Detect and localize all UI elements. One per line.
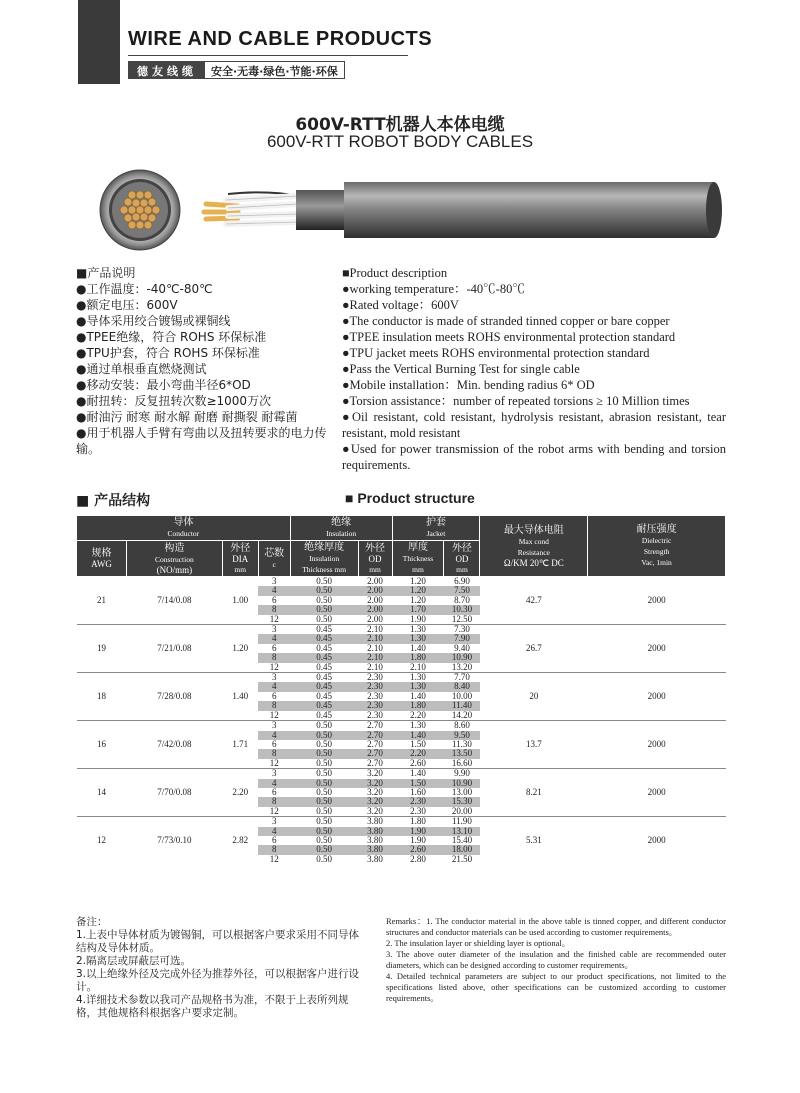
cores-cell: 4 <box>258 827 290 836</box>
ins-thickness-cell: 0.45 <box>316 709 332 720</box>
description-line: ■产品说明 <box>76 266 136 280</box>
ins-thickness-cell: 0.50 <box>290 769 358 779</box>
cores-cell: 4 <box>258 586 290 595</box>
brand-divider <box>128 55 408 56</box>
cores-cell: 8 <box>258 605 290 614</box>
jk-thickness-cell: 2.80 <box>410 853 426 864</box>
jk-thickness-cell: 2.30 <box>410 805 426 816</box>
ins-od-cell: 2.70 <box>358 749 392 758</box>
construction-cell: 7/28/0.08 <box>126 673 222 721</box>
cores-cell: 3 <box>258 721 290 731</box>
cores-cell: 8 <box>258 701 290 710</box>
jk-thickness-cell: 1.90 <box>410 613 426 624</box>
cores-cell: 12 <box>269 757 279 768</box>
jk-od-cell: 8.40 <box>444 682 480 691</box>
jk-thickness-cell: 2.60 <box>392 845 444 854</box>
ins-thickness-cell: 0.50 <box>290 586 358 595</box>
ins-thickness-cell: 0.45 <box>316 690 332 701</box>
awg-cell: 21 <box>77 577 127 625</box>
jk-od-cell: 20.00 <box>451 805 473 816</box>
ins-thickness-cell: 0.50 <box>290 749 358 758</box>
description-line: ●TPU jacket meets ROHS environmental protection standard <box>342 346 650 360</box>
jk-thickness-cell: 1.40 <box>392 731 444 740</box>
table-row <box>77 673 726 683</box>
description-line: ●Torsion assistance：number of repeated torsions ≥ 10 Million times <box>342 394 690 408</box>
ins-od-cell: 3.20 <box>367 805 383 816</box>
ins-od-cell: 2.30 <box>358 701 392 710</box>
resistance-cell: 20 <box>480 673 588 721</box>
jk-thickness-cell: 1.40 <box>392 769 444 779</box>
ins-od-cell: 2.30 <box>367 709 383 720</box>
resistance-cell: 8.21 <box>480 769 588 817</box>
header-jk-thickness: 厚度 Thickness mm <box>392 541 444 577</box>
brand-title: WIRE AND CABLE PRODUCTS <box>128 28 433 50</box>
ins-od-cell: 2.30 <box>367 690 383 701</box>
cores-cell: 6 <box>271 690 277 701</box>
jk-od-cell: 16.60 <box>451 757 473 768</box>
header-resistance: 最大导体电阻 Max cond Resistance Ω/KM 20℃ DC <box>480 516 588 577</box>
dielectric-cell: 2000 <box>588 625 726 673</box>
dielectric-cell: 2000 <box>588 721 726 769</box>
dia-cell: 1.40 <box>222 673 258 721</box>
description-line: ●The conductor is made of stranded tinned copper or bare copper <box>342 314 670 328</box>
cores-cell: 8 <box>258 749 290 758</box>
description-line: ●移动安装：最小弯曲半径6*OD <box>76 378 251 392</box>
cores-cell: 6 <box>271 642 277 653</box>
jk-thickness-cell: 1.30 <box>392 721 444 731</box>
jk-thickness-cell: 1.80 <box>392 701 444 710</box>
cores-cell: 3 <box>258 625 290 635</box>
brand-name-cn: 德友线缆 <box>129 62 205 78</box>
jk-thickness-cell: 1.80 <box>392 653 444 662</box>
ins-od-cell: 2.70 <box>358 731 392 740</box>
header-construction: 构造 Construction (NO/mm) <box>126 541 222 577</box>
construction-cell: 7/14/0.08 <box>126 577 222 625</box>
cores-cell: 12 <box>269 613 279 624</box>
description-line: ●Used for power transmission of the robot arms with bending and torsion requirements. <box>342 442 726 472</box>
header-ins-thickness: 绝缘厚度 Insulation Thickness mm <box>290 541 358 577</box>
cores-cell: 12 <box>269 805 279 816</box>
notes-en <box>386 916 726 1004</box>
ins-od-cell: 3.80 <box>367 853 383 864</box>
jk-od-cell: 9.90 <box>444 769 480 779</box>
description-line: ■Product description <box>342 266 448 280</box>
ins-od-cell: 3.20 <box>367 786 383 797</box>
ins-thickness-cell: 0.50 <box>290 577 358 587</box>
description-line: ●耐扭转：反复扭转次数≥1000万次 <box>76 394 272 408</box>
cores-cell: 6 <box>271 738 277 749</box>
table-row <box>77 769 726 779</box>
note-line: 3.以上绝缘外径及完成外径为推荐外径，可以根据客户进行设计。 <box>76 968 360 993</box>
description-line: ●TPEE insulation meets ROHS environmental protection standard <box>342 330 676 344</box>
ins-od-cell: 2.10 <box>367 642 383 653</box>
dielectric-cell: 2000 <box>588 577 726 625</box>
ins-thickness-cell: 0.50 <box>290 797 358 806</box>
jk-od-cell: 9.50 <box>444 731 480 740</box>
cores-cell: 4 <box>258 731 290 740</box>
resistance-cell: 42.7 <box>480 577 588 625</box>
ins-od-cell: 3.80 <box>367 834 383 845</box>
jk-od-cell: 13.20 <box>451 661 473 672</box>
note-line: 1.上表中导体材质为镀锡铜，可以根据客户要求采用不同导体结构及导体材质。 <box>76 929 360 954</box>
brand-slogan: 安全·无毒·绿色·节能·环保 <box>205 62 344 78</box>
jk-thickness-cell: 1.40 <box>410 642 426 653</box>
ins-od-cell: 2.00 <box>367 613 383 624</box>
awg-cell: 14 <box>77 769 127 817</box>
jk-od-cell: 11.40 <box>444 701 480 710</box>
jk-thickness-cell: 2.10 <box>410 661 426 672</box>
ins-thickness-cell: 0.50 <box>316 757 332 768</box>
description-line: ●Mobile installation：Min. bending radius 6* OD <box>342 378 595 392</box>
ins-thickness-cell: 0.45 <box>290 653 358 662</box>
ins-thickness-cell: 0.45 <box>290 673 358 683</box>
ins-thickness-cell: 0.50 <box>290 845 358 854</box>
ins-od-cell: 2.00 <box>358 577 392 587</box>
description-en <box>342 265 726 473</box>
header-dia: 外径 DIA mm <box>222 541 258 577</box>
header-cores: 芯数 c <box>258 541 290 577</box>
note-line: 4. Detailed technical parameters are subject to our product specifications, not limited to the specifications listed above, other specifications can be customized according to customer requirements。 <box>386 971 726 1003</box>
note-line: 3. The above outer diameter of the insulation and the finished cable are recommended outer diameters, which can be designed according to customer requirements。 <box>386 949 726 970</box>
description-line: ●TPEE绝缘，符合 ROHS 环保标准 <box>76 330 267 344</box>
resistance-cell: 5.31 <box>480 817 588 865</box>
jk-thickness-cell: 2.30 <box>392 797 444 806</box>
cores-cell: 4 <box>258 779 290 788</box>
jk-thickness-cell: 1.30 <box>392 682 444 691</box>
jk-od-cell: 6.90 <box>444 577 480 587</box>
ins-thickness-cell: 0.45 <box>290 682 358 691</box>
jk-thickness-cell: 2.20 <box>392 749 444 758</box>
table-row <box>77 625 726 635</box>
section-heading-en: ■ Product structure <box>345 490 475 506</box>
ins-thickness-cell: 0.50 <box>290 731 358 740</box>
header-jacket: 护套 Jacket <box>392 516 480 541</box>
cores-cell: 12 <box>269 853 279 864</box>
awg-cell: 19 <box>77 625 127 673</box>
table-row <box>77 721 726 731</box>
dia-cell: 1.71 <box>222 721 258 769</box>
ins-od-cell: 3.20 <box>358 779 392 788</box>
description-line: ●耐油污 耐寒 耐水解 耐磨 耐撕裂 耐霉菌 <box>76 410 298 424</box>
jk-thickness-cell: 1.50 <box>392 779 444 788</box>
jk-thickness-cell: 1.40 <box>410 690 426 701</box>
ins-od-cell: 2.30 <box>358 682 392 691</box>
ins-thickness-cell: 0.50 <box>316 853 332 864</box>
jk-od-cell: 12.50 <box>451 613 473 624</box>
awg-cell: 12 <box>77 817 127 865</box>
ins-thickness-cell: 0.50 <box>316 613 332 624</box>
ins-thickness-cell: 0.50 <box>316 805 332 816</box>
ins-od-cell: 3.80 <box>358 827 392 836</box>
note-line: 4.详细技术参数以我司产品规格书为准，不限于上表所列规格，其他规格科根据客户要求定制。 <box>76 994 349 1019</box>
cores-cell: 8 <box>258 797 290 806</box>
ins-thickness-cell: 0.45 <box>290 701 358 710</box>
cores-cell: 8 <box>258 845 290 854</box>
jk-od-cell: 13.00 <box>451 786 473 797</box>
cable-illustration <box>98 164 728 256</box>
jk-od-cell: 21.50 <box>451 853 473 864</box>
jk-thickness-cell: 2.60 <box>410 757 426 768</box>
jk-od-cell: 14.20 <box>451 709 473 720</box>
header-jk-od: 外径 OD mm <box>444 541 480 577</box>
cores-cell: 3 <box>258 817 290 827</box>
cores-cell: 6 <box>271 834 277 845</box>
description-line: ●用于机器人手臂有弯曲以及扭转要求的电力传输。 <box>76 426 327 456</box>
jk-od-cell: 7.70 <box>444 673 480 683</box>
section-heading-cn: ■ 产品结构 <box>76 493 151 509</box>
construction-cell: 7/73/0.10 <box>126 817 222 865</box>
jk-od-cell: 10.90 <box>444 779 480 788</box>
jk-od-cell: 18.00 <box>444 845 480 854</box>
dia-cell: 1.20 <box>222 625 258 673</box>
description-line: ●Rated voltage：600V <box>342 298 459 312</box>
description-line: ●TPU护套，符合 ROHS 环保标准 <box>76 346 260 360</box>
product-title-cn: 600V-RTT机器人本体电缆 <box>295 115 505 135</box>
ins-od-cell: 3.20 <box>358 769 392 779</box>
dia-cell: 2.20 <box>222 769 258 817</box>
note-line: 2. The insulation layer or shielding layer is optional。 <box>386 938 571 948</box>
cores-cell: 3 <box>258 769 290 779</box>
resistance-cell: 26.7 <box>480 625 588 673</box>
dia-cell: 1.00 <box>222 577 258 625</box>
ins-thickness-cell: 0.50 <box>290 817 358 827</box>
ins-od-cell: 2.00 <box>358 605 392 614</box>
jk-thickness-cell: 1.70 <box>392 605 444 614</box>
jk-od-cell: 7.30 <box>444 625 480 635</box>
ins-od-cell: 2.10 <box>367 661 383 672</box>
ins-thickness-cell: 0.45 <box>316 642 332 653</box>
jk-thickness-cell: 1.90 <box>392 827 444 836</box>
description-line: ●工作温度：-40℃-80℃ <box>76 282 213 296</box>
ins-thickness-cell: 0.50 <box>290 605 358 614</box>
jk-thickness-cell: 1.50 <box>410 738 426 749</box>
ins-thickness-cell: 0.50 <box>316 594 332 605</box>
jk-thickness-cell: 1.80 <box>392 817 444 827</box>
ins-od-cell: 2.00 <box>358 586 392 595</box>
jk-thickness-cell: 1.30 <box>392 673 444 683</box>
ins-od-cell: 2.10 <box>358 625 392 635</box>
ins-thickness-cell: 0.50 <box>290 827 358 836</box>
jk-thickness-cell: 1.60 <box>410 786 426 797</box>
cores-cell: 6 <box>271 786 277 797</box>
spec-table <box>76 515 726 864</box>
jk-od-cell: 13.10 <box>444 827 480 836</box>
jk-od-cell: 10.30 <box>444 605 480 614</box>
jk-od-cell: 7.90 <box>444 634 480 643</box>
ins-od-cell: 2.10 <box>358 653 392 662</box>
ins-thickness-cell: 0.50 <box>290 779 358 788</box>
jk-thickness-cell: 1.30 <box>392 634 444 643</box>
jk-thickness-cell: 1.30 <box>392 625 444 635</box>
cores-cell: 6 <box>271 594 277 605</box>
ins-thickness-cell: 0.50 <box>290 721 358 731</box>
cores-cell: 3 <box>258 673 290 683</box>
ins-od-cell: 2.70 <box>367 738 383 749</box>
notes-cn <box>76 916 366 1020</box>
jk-od-cell: 9.40 <box>454 642 470 653</box>
header-conductor: 导体 Conductor <box>77 516 291 541</box>
dielectric-cell: 2000 <box>588 673 726 721</box>
jk-thickness-cell: 2.20 <box>410 709 426 720</box>
ins-thickness-cell: 0.45 <box>316 661 332 672</box>
jk-od-cell: 15.40 <box>451 834 473 845</box>
header-side-bar <box>78 0 120 84</box>
ins-thickness-cell: 0.50 <box>316 738 332 749</box>
dielectric-cell: 2000 <box>588 817 726 865</box>
description-line: ●导体采用绞合镀锡或裸铜线 <box>76 314 231 328</box>
awg-cell: 18 <box>77 673 127 721</box>
jk-od-cell: 10.90 <box>444 653 480 662</box>
description-cn <box>76 265 338 457</box>
construction-cell: 7/70/0.08 <box>126 769 222 817</box>
construction-cell: 7/42/0.08 <box>126 721 222 769</box>
cores-cell: 8 <box>258 653 290 662</box>
jk-thickness-cell: 1.20 <box>410 594 426 605</box>
description-line: ●working temperature：-40℃-80℃ <box>342 282 525 296</box>
table-row <box>77 577 726 587</box>
awg-cell: 16 <box>77 721 127 769</box>
jk-od-cell: 8.60 <box>444 721 480 731</box>
ins-od-cell: 2.00 <box>367 594 383 605</box>
description-line: ●额定电压：600V <box>76 298 178 312</box>
description-line: ●Pass the Vertical Burning Test for single cable <box>342 362 580 376</box>
table-row <box>77 817 726 827</box>
jk-od-cell: 10.00 <box>451 690 473 701</box>
cores-cell: 12 <box>269 709 279 720</box>
ins-od-cell: 2.30 <box>358 673 392 683</box>
ins-od-cell: 3.80 <box>358 845 392 854</box>
note-line: Remarks：1. The conductor material in the above table is tinned copper, and different conductor structures and conductor materials can be used according to customer requirements。 <box>386 916 726 937</box>
jk-od-cell: 8.70 <box>454 594 470 605</box>
description-line: ●通过单根垂直燃烧测试 <box>76 362 207 376</box>
ins-od-cell: 3.20 <box>358 797 392 806</box>
header-awg: 规格 AWG <box>77 541 127 577</box>
header-ins-od: 外径 OD mm <box>358 541 392 577</box>
jk-thickness-cell: 1.20 <box>392 577 444 587</box>
note-line: 备注： <box>76 916 108 928</box>
construction-cell: 7/21/0.08 <box>126 625 222 673</box>
jk-od-cell: 15.30 <box>444 797 480 806</box>
jk-od-cell: 11.90 <box>444 817 480 827</box>
note-line: 2.隔离层或屏蔽层可选。 <box>76 955 192 967</box>
ins-od-cell: 2.70 <box>367 757 383 768</box>
product-title-en: 600V-RTT ROBOT BODY CABLES <box>266 132 534 151</box>
jk-od-cell: 13.50 <box>444 749 480 758</box>
jk-od-cell: 11.30 <box>451 738 472 749</box>
description-line: ●Oil resistant, cold resistant, hydrolysis resistant, abrasion resistant, tear resistant, mold resistant <box>342 410 726 440</box>
jk-thickness-cell: 1.20 <box>392 586 444 595</box>
ins-thickness-cell: 0.50 <box>316 834 332 845</box>
header-dielectric: 耐压强度 Dielectric Strength Vac, 1min <box>588 516 726 577</box>
ins-thickness-cell: 0.50 <box>316 786 332 797</box>
dielectric-cell: 2000 <box>588 769 726 817</box>
ins-thickness-cell: 0.45 <box>290 625 358 635</box>
resistance-cell: 13.7 <box>480 721 588 769</box>
ins-od-cell: 2.10 <box>358 634 392 643</box>
brand-tagline <box>128 61 345 79</box>
header-insulation: 绝缘 Insulation <box>290 516 392 541</box>
ins-thickness-cell: 0.45 <box>290 634 358 643</box>
cores-cell: 4 <box>258 682 290 691</box>
jk-od-cell: 7.50 <box>444 586 480 595</box>
cores-cell: 4 <box>258 634 290 643</box>
jk-thickness-cell: 1.90 <box>410 834 426 845</box>
ins-od-cell: 3.80 <box>358 817 392 827</box>
dia-cell: 2.82 <box>222 817 258 865</box>
ins-od-cell: 2.70 <box>358 721 392 731</box>
cores-cell: 12 <box>269 661 279 672</box>
cores-cell: 3 <box>258 577 290 587</box>
